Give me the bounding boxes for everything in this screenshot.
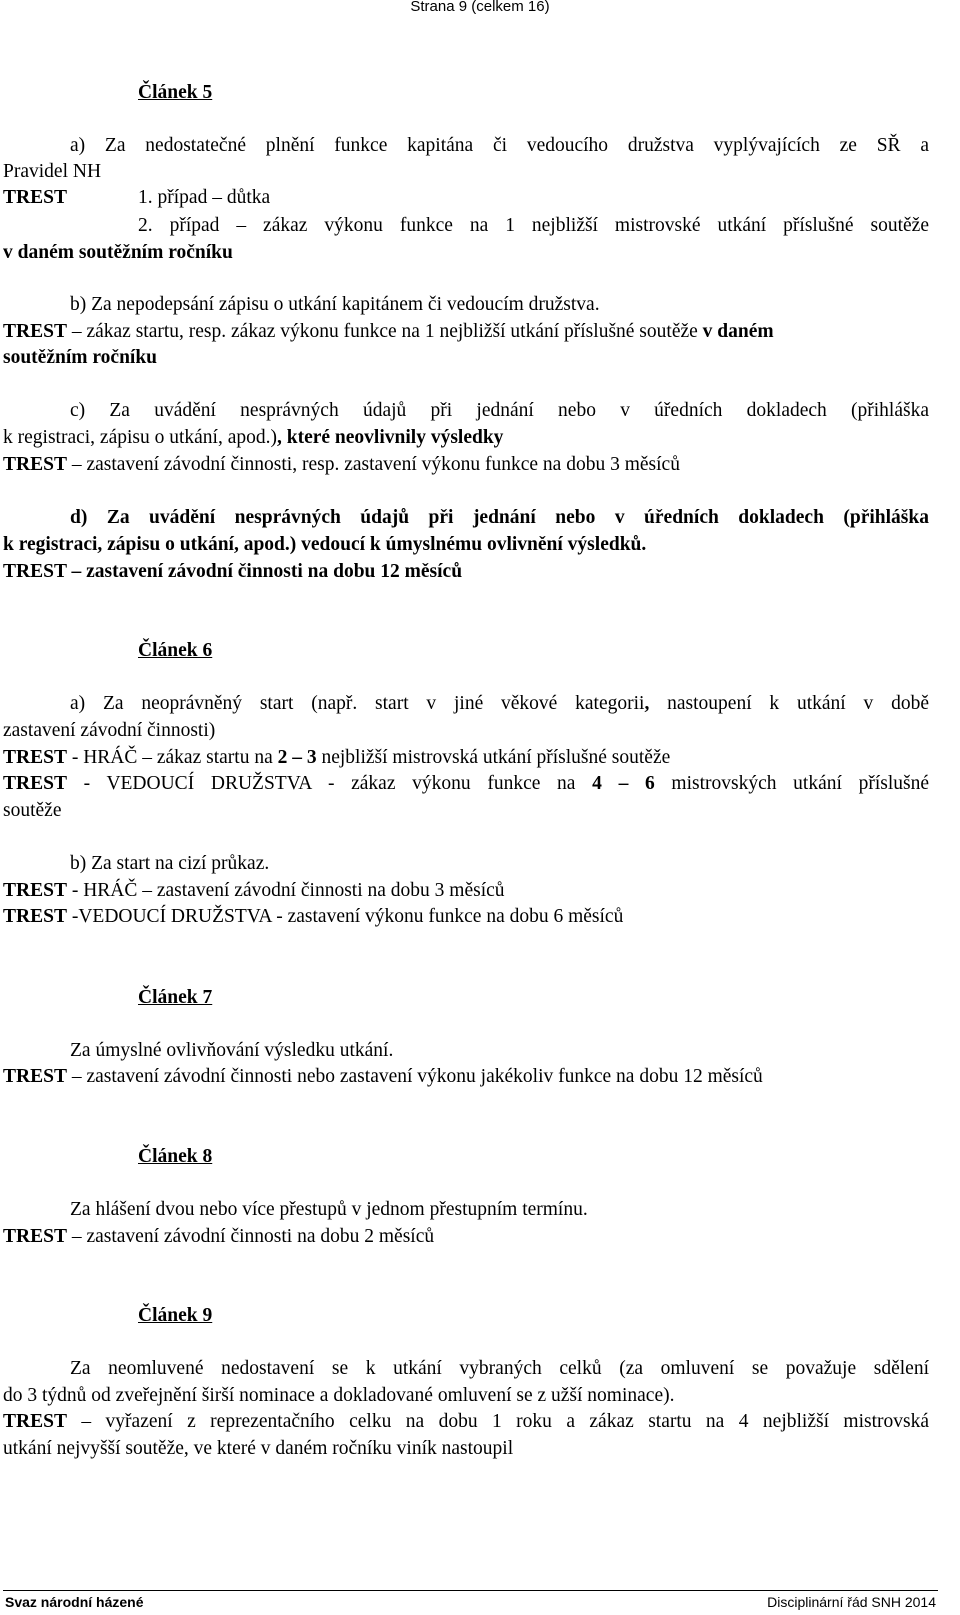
article-5-c-line-1: c) Za uvádění nesprávných údajů při jednání nebo v úředních dokladech (přihláška — [70, 400, 929, 421]
article-5-a-line-1: a) Za nedostatečné plnění funkce kapitána či vedoucího družstva vyplývajících ze SŘ a — [70, 135, 929, 156]
article-5-a-penalty-2-cont — [3, 240, 233, 266]
clause-text-bold: , které neovlivnily výsledky — [277, 427, 504, 448]
penalty-text: – vyřazení z reprezentačního celku na dobu 1 roku a zákaz startu na 4 nejbližší mistrovská — [66, 1411, 929, 1432]
article-9-heading: Článek 9 — [138, 1305, 213, 1326]
page-number-header: Strana 9 (celkem 16) — [410, 0, 550, 15]
article-6-b-penalty-manager — [3, 904, 623, 930]
clause-comma: , — [644, 693, 650, 714]
penalty-range: 4 – 6 — [592, 773, 655, 794]
article-7-heading: Článek 7 — [138, 987, 213, 1008]
article-6-a-penalty-player — [3, 745, 670, 771]
article-9-penalty-cont: utkání nejvyšší soutěže, ve které v daném ročníku viník nastoupil — [3, 1438, 514, 1459]
penalty-text: – zastavení závodní činnosti nebo zastavení výkonu jakékoliv funkce na dobu 12 měsíců — [66, 1066, 763, 1087]
article-7-line-1: Za úmyslné ovlivňování výsledku utkání. — [70, 1040, 394, 1061]
penalty-label: TREST — [3, 1411, 67, 1432]
penalty-label: TREST — [3, 747, 67, 768]
article-6-a-line-1 — [70, 691, 929, 717]
article-8-line-1: Za hlášení dvou nebo více přestupů v jednom přestupním termínu. — [70, 1199, 588, 1220]
penalty-text: - VEDOUCÍ DRUŽSTVA - zákaz výkonu funkce na — [66, 773, 593, 794]
article-5-b-line-1: b) Za nepodepsání zápisu o utkání kapitánem či vedoucím družstva. — [70, 294, 600, 315]
penalty-label: TREST — [3, 880, 67, 901]
penalty-text: nejbližší mistrovská utkání příslušné soutěže — [316, 747, 671, 768]
article-8-penalty — [3, 1224, 434, 1250]
article-6-heading: Článek 6 — [138, 640, 213, 661]
article-6-a-line-2: zastavení závodní činnosti) — [3, 720, 216, 741]
article-9-line-1: Za neomluvené nedostavení se k utkání vybraných celků (za omluvení se považuje sdělení — [70, 1358, 929, 1379]
article-9-penalty — [3, 1409, 929, 1435]
penalty-label: TREST — [3, 1226, 67, 1247]
penalty-text: – zastavení závodní činnosti na dobu 2 měsíců — [66, 1226, 435, 1247]
penalty-text: mistrovských utkání příslušné — [654, 773, 930, 794]
article-5-a-penalty-2: 2. případ – zákaz výkonu funkce na 1 nejbližší mistrovské utkání příslušné soutěže — [138, 215, 929, 236]
article-5-heading: Článek 5 — [138, 82, 213, 103]
article-5-c-penalty — [3, 452, 680, 478]
clause-text: k registraci, zápisu o utkání, apod.) — [3, 427, 277, 448]
article-9-line-2: do 3 týdnů od zveřejnění širší nominace a dokladované omluvení se z užší nominace). — [3, 1385, 675, 1406]
article-5-c-line-2 — [3, 425, 503, 451]
penalty-label: TREST — [3, 187, 67, 208]
penalty-text-bold: v daném — [702, 321, 774, 342]
penalty-label: TREST — [3, 1066, 67, 1087]
penalty-label: TREST — [3, 773, 67, 794]
penalty-text: - HRÁČ – zastavení závodní činnosti na dobu 3 měsíců — [66, 880, 505, 901]
article-8-heading: Článek 8 — [138, 1146, 213, 1167]
footer-document-title: Disciplinární řád SNH 2014 — [767, 1594, 936, 1610]
clause-text: nastoupení k utkání v době — [649, 693, 929, 714]
article-6-a-penalty-manager-cont: soutěže — [3, 800, 62, 821]
penalty-text-bold: soutěžním ročníku — [3, 347, 158, 368]
penalty-label: TREST — [3, 906, 67, 927]
penalty-label: TREST — [3, 321, 67, 342]
penalty-text-bold: v daném soutěžním ročníku — [3, 242, 233, 263]
penalty-text: - HRÁČ – zákaz startu na — [66, 747, 278, 768]
article-5-a-line-2: Pravidel NH — [3, 161, 102, 182]
article-5-d-line-2: k registraci, zápisu o utkání, apod.) vedoucí k úmyslnému ovlivnění výsledků. — [3, 534, 647, 555]
article-5-d-penalty: TREST – zastavení závodní činnosti na dobu 12 měsíců — [3, 561, 463, 582]
penalty-text: – zastavení závodní činnosti, resp. zastavení výkonu funkce na dobu 3 měsíců — [66, 454, 680, 475]
penalty-text: – zákaz startu, resp. zákaz výkonu funkce na 1 nejbližší utkání příslušné soutěže — [66, 321, 703, 342]
article-5-b-penalty-cont — [3, 345, 157, 371]
article-6-a-penalty-manager — [3, 771, 929, 797]
article-6-b-penalty-player — [3, 878, 505, 904]
article-5-d-line-1: d) Za uvádění nesprávných údajů při jednání nebo v úředních dokladech (přihláška — [70, 507, 929, 528]
penalty-text: 1. případ – důtka — [138, 187, 271, 208]
article-5-b-penalty — [3, 319, 774, 345]
footer-organization: Svaz národní házené — [5, 1594, 144, 1610]
clause-text: a) Za neoprávněný start (např. start v jiné věkové kategorii — [70, 693, 645, 714]
penalty-text: -VEDOUCÍ DRUŽSTVA - zastavení výkonu funkce na dobu 6 měsíců — [66, 906, 624, 927]
footer-divider — [3, 1590, 938, 1591]
penalty-range: 2 – 3 — [277, 747, 317, 768]
penalty-label: TREST — [3, 454, 67, 475]
article-7-penalty — [3, 1064, 763, 1090]
article-5-a-penalty-1 — [3, 185, 270, 211]
article-6-b-line-1: b) Za start na cizí průkaz. — [70, 853, 270, 874]
